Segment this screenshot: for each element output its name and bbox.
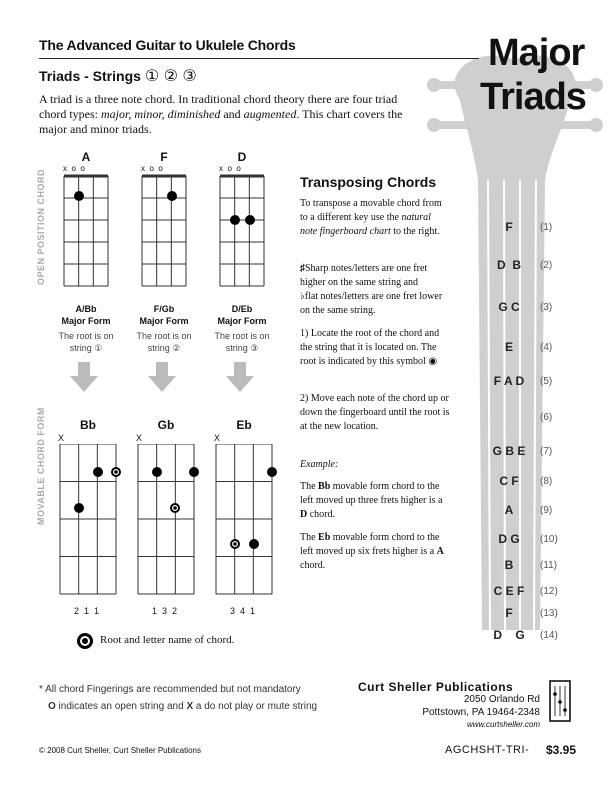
address-line-1: 2050 Orlando Rd	[463, 694, 540, 705]
tp-chart-ref: natural note fingerboard chart	[300, 212, 431, 237]
chord-name-bb: Bb	[80, 418, 96, 432]
form-label-d	[202, 303, 282, 327]
down-arrow-icon	[148, 362, 176, 392]
chord-name-f: F	[160, 150, 168, 164]
fretboard-notes: C F	[499, 474, 519, 488]
mute-marker-gb: X	[136, 433, 143, 443]
fretboard-notes: G C	[498, 300, 520, 314]
root-symbol-icon: ◉	[428, 356, 438, 367]
root-note-d-line1: The root is on	[214, 331, 270, 341]
sharp-text: Sharp notes/letters are one fret higher on the same string and	[300, 263, 428, 288]
chord-grid-d	[220, 176, 264, 286]
fret-number: (4)	[540, 342, 553, 353]
publisher-logo-icon	[549, 680, 571, 722]
fretboard-notes: C E F	[493, 584, 525, 598]
ex2-text: The	[300, 532, 319, 543]
ex2-chord: Eb	[318, 532, 331, 543]
chord-name-a: A	[81, 150, 91, 164]
ex2-target: A	[436, 546, 444, 557]
copyright: © 2008 Curt Sheller, Curt Sheller Publications	[39, 746, 201, 755]
finger-dot	[267, 467, 277, 477]
finger-dot	[93, 467, 103, 477]
intro-and: and	[220, 107, 244, 121]
chord-grid-gb	[138, 444, 199, 594]
form-name-f: F/Gb	[153, 304, 175, 314]
open-chord-grids	[60, 174, 280, 294]
footer-note-1: * All chord Fingerings are recommended but not mandatory	[39, 684, 301, 695]
product-code: AGCHSHT-TRI-	[445, 744, 530, 756]
fingering-gb: 1 3 2	[152, 606, 178, 616]
intro-types: major, minor, diminished	[101, 107, 221, 121]
fret-number: (12)	[540, 586, 558, 597]
ex1-text-2: movable form chord to the left moved up three frets higher is a	[300, 481, 443, 506]
big-title-triads: Triads	[480, 76, 586, 118]
form-name-a: A/Bb	[75, 304, 97, 314]
down-arrow-icon	[226, 362, 254, 392]
down-arrows	[70, 362, 270, 394]
open-position-label: OPEN POSITION CHORD	[36, 168, 46, 285]
fretboard-notes: E	[504, 340, 513, 354]
form-type-d: Major Form	[217, 316, 267, 326]
ex1-target: D	[300, 509, 308, 520]
sharp-icon: ♯	[300, 263, 305, 274]
mute-marker-eb: X	[214, 433, 221, 443]
intro-text-end: . This chart covers the major and minor triads.	[39, 107, 403, 136]
fret-number: (6)	[540, 412, 553, 423]
string-markers-d: x o o	[219, 164, 241, 173]
fret-number: (7)	[540, 446, 553, 457]
finger-dot	[230, 215, 240, 225]
down-arrow-icon	[70, 362, 98, 392]
fret-number: (2)	[540, 260, 553, 271]
finger-dot	[167, 191, 177, 201]
address-line-2: Pottstown, PA 19464-2348	[422, 707, 540, 718]
finger-dot	[245, 215, 255, 225]
root-dot-center	[173, 506, 177, 510]
fret-number: (13)	[540, 608, 558, 619]
big-title-major: Major	[488, 32, 585, 74]
chord-name-d: D	[237, 150, 247, 164]
fret-number: (10)	[540, 534, 558, 545]
chord-grid-eb	[216, 444, 277, 594]
chord-name-gb: Gb	[157, 418, 175, 432]
tp-text: To transpose a movable chord from to a different key use the	[300, 198, 442, 223]
finger-dot	[152, 467, 162, 477]
ex1-text-end: chord.	[307, 509, 336, 520]
fretboard-notes: D G	[498, 532, 520, 546]
string-markers-f: x o o	[141, 164, 163, 173]
intro-paragraph	[39, 92, 409, 137]
form-label-a	[46, 303, 126, 327]
sharp-note	[300, 262, 450, 290]
finger-dot	[74, 503, 84, 513]
chord-name-eb: Eb	[236, 418, 252, 432]
website: www.curtsheller.com	[466, 720, 540, 729]
string-symbols: ① ② ③	[144, 68, 197, 85]
step-1	[300, 327, 450, 369]
movable-chord-grids	[55, 444, 290, 604]
root-note-a-line1: The root is on	[58, 331, 114, 341]
mute-marker: X	[186, 701, 194, 712]
fretboard-notes: F	[505, 220, 513, 234]
root-note-a	[46, 330, 126, 354]
fretboard-notes: F	[505, 606, 513, 620]
fretboard-notes: G B E	[492, 444, 526, 458]
root-symbol-icon	[76, 632, 94, 650]
footer-note-2	[48, 701, 317, 712]
footer-note-2-text: indicates an open string and	[55, 701, 187, 712]
fret-number: (8)	[540, 476, 553, 487]
form-name-d: D/Eb	[231, 304, 253, 314]
example-label: Example:	[300, 459, 339, 470]
root-note-a-line2: string ①	[69, 343, 103, 353]
finger-dot	[249, 539, 259, 549]
fret-number: (9)	[540, 505, 553, 516]
fret-number: (14)	[540, 630, 558, 641]
flat-note	[300, 290, 450, 318]
ex1-text: The	[300, 481, 319, 492]
fretboard-notes: D G	[493, 628, 525, 642]
root-note-f-line1: The root is on	[136, 331, 192, 341]
flat-text: flat notes/letters are one fret lower on the same string.	[300, 291, 443, 316]
finger-dot	[189, 467, 199, 477]
mute-marker-bb: X	[58, 433, 65, 443]
fretboard-notes: F A D	[493, 374, 525, 388]
open-marker: O	[48, 701, 56, 712]
root-note-d-line2: string ③	[225, 343, 259, 353]
chord-grid-a	[64, 176, 108, 286]
ex1-chord: Bb	[318, 481, 331, 492]
document-title: The Advanced Guitar to Ukulele Chords	[39, 37, 296, 53]
fingering-bb: 2 1 1	[74, 606, 100, 616]
flat-icon: ♭	[300, 291, 305, 302]
root-dot-center	[233, 542, 237, 546]
form-type-f: Major Form	[139, 316, 189, 326]
subtitle-text: Triads - Strings	[39, 68, 141, 84]
root-note-f-line2: string ②	[147, 343, 181, 353]
intro-aug: augmented	[243, 107, 297, 121]
price: $3.95	[546, 743, 577, 757]
fret-number: (1)	[540, 222, 553, 233]
example-1	[300, 480, 450, 522]
root-note-f	[124, 330, 204, 354]
chord-grid-f	[142, 176, 186, 286]
intro-text: A triad is a three note chord. In traditional chord theory there are four triad chord types:	[39, 92, 398, 121]
transpose-intro	[300, 197, 450, 239]
movable-form-label: MOVABLE CHORD FORM	[36, 407, 46, 525]
form-label-f	[124, 303, 204, 327]
ex2-text-end: chord.	[300, 560, 326, 571]
fret-number: (3)	[540, 302, 553, 313]
string-markers-a: x o o	[63, 164, 85, 173]
section-subtitle	[39, 66, 197, 86]
title-rule	[39, 58, 479, 59]
root-legend: Root and letter name of chord.	[100, 634, 235, 646]
step-2: 2) Move each note of the chord up or down the fingerboard until the root is at the new location.	[300, 393, 450, 432]
ex2-text-2: movable form chord to the left moved up six frets higher is a	[300, 532, 440, 557]
fretboard-notes: A	[504, 503, 514, 517]
step-1-text: 1) Locate the root of the chord and the string that it is located on. The root is indicated by this symbol	[300, 328, 440, 367]
footer-note-2-end: a do not play or mute string	[193, 701, 318, 712]
example-2	[300, 531, 450, 573]
form-type-a: Major Form	[61, 316, 111, 326]
root-dot-center	[114, 470, 118, 474]
root-note-d	[202, 330, 282, 354]
publisher-name: Curt Sheller Publications	[358, 680, 514, 694]
transposing-title: Transposing Chords	[300, 174, 437, 190]
fingering-eb: 3 4 1	[230, 606, 256, 616]
fret-number: (11)	[540, 560, 558, 571]
chord-grid-bb	[60, 444, 121, 594]
fret-number: (5)	[540, 376, 553, 387]
tp-text-end: to the right.	[390, 226, 440, 237]
fretboard-notes: D B	[497, 258, 521, 272]
finger-dot	[74, 191, 84, 201]
fretboard-notes: B	[504, 558, 514, 572]
